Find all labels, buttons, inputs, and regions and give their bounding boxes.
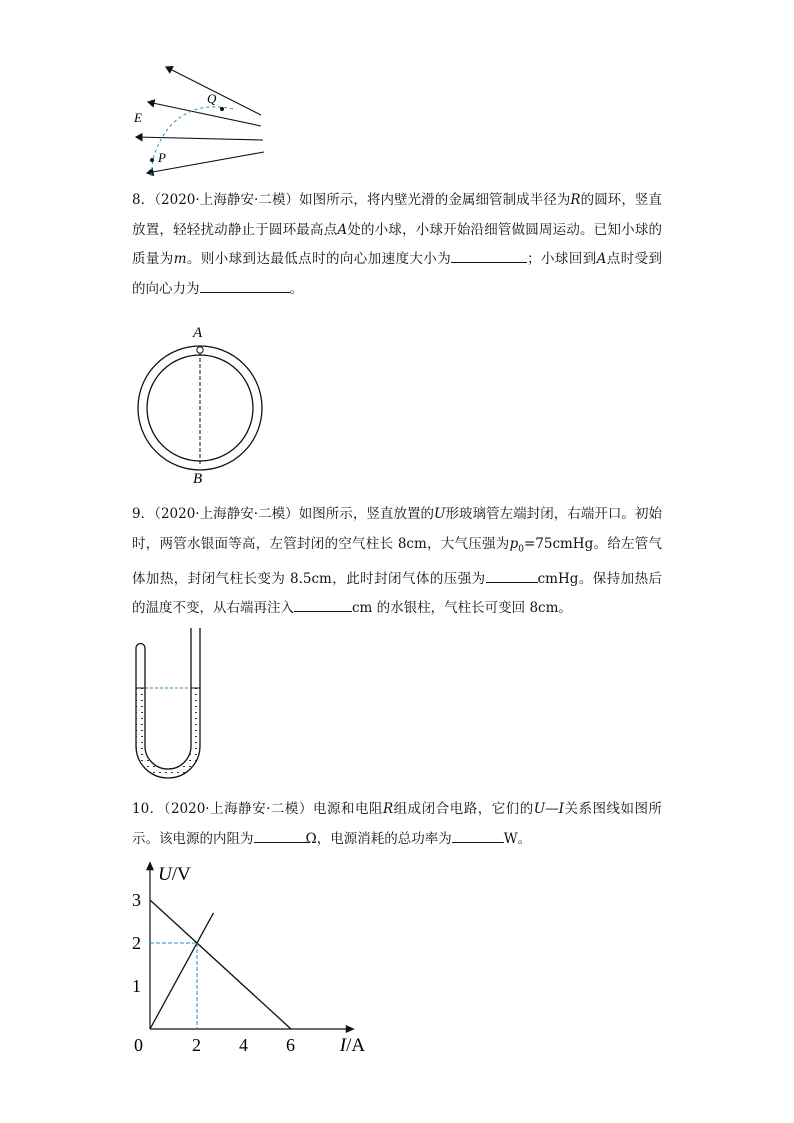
q10-text: 组成闭合电路，它们的: [393, 801, 534, 817]
q8-text: 。则小球到达最低点时的向心加速度大小为: [186, 251, 452, 267]
field-line: [136, 137, 263, 140]
q9-text: cm 的水银柱，气柱长可变回 8cm。: [352, 600, 572, 617]
point-q: [220, 107, 224, 111]
x-tick-label: 4: [239, 1035, 248, 1055]
x-axis-label: I/A: [339, 1035, 366, 1056]
series-line-1: [150, 900, 291, 1029]
question-9: [132, 500, 662, 624]
q8-var-r: R: [570, 192, 581, 208]
q10-text: Ω，电源消耗的总功率为: [305, 830, 452, 847]
q9-text: 形玻璃管左端封闭，右端开口。初始时，两管水银面等高，左管封闭的空气柱长 8cm，大气压强为: [132, 506, 662, 552]
series-line-2: [150, 913, 213, 1029]
label-e: E: [134, 110, 142, 125]
question-8: [132, 186, 662, 304]
q10-var-ui: U—I: [533, 801, 564, 817]
ring-figure: [130, 320, 275, 488]
y-tick-label: 1: [132, 976, 141, 996]
field-lines-figure: [125, 58, 270, 183]
q10-text: W。: [503, 830, 532, 847]
x-tick-label: 0: [134, 1035, 143, 1055]
y-axis-arrow: [146, 861, 154, 870]
field-line: [148, 102, 261, 126]
answer-blank[interactable]: [451, 248, 527, 263]
q9-var-u: U: [434, 506, 446, 522]
ball: [197, 347, 203, 353]
q10-text: 10．（2020·上海静安·二模）电源和电阻: [132, 801, 383, 817]
point-p: [150, 158, 154, 162]
label-p: P: [158, 150, 166, 165]
q8-var-a: A: [337, 221, 348, 238]
x-tick-label: 2: [192, 1035, 201, 1055]
q9-text: 9．（2020·上海静安·二模）如图所示，竖直放置的: [132, 506, 435, 522]
question-10: [132, 795, 662, 854]
label-a: A: [193, 325, 203, 341]
q9-var-p0: p: [509, 535, 519, 552]
q8-text: ；小球回到: [527, 251, 597, 267]
answer-blank[interactable]: [486, 568, 538, 583]
ui-chart: [130, 852, 370, 1057]
x-tick-label: 6: [286, 1035, 295, 1055]
u-tube-figure: [128, 626, 218, 786]
q10-var-r: R: [382, 801, 394, 817]
q8-text: 。: [289, 280, 303, 297]
y-tick-label: 3: [132, 890, 141, 910]
q8-text: 8．（2020·上海静安·二模）如图所示，将内壁光滑的金属细管制成半径为: [132, 192, 571, 208]
answer-blank[interactable]: [254, 828, 306, 843]
answer-blank[interactable]: [200, 278, 290, 293]
q9-text: =75cmHg。给左管气体加热，封闭气柱长变为 8.5cm，此时封闭气体的压强为: [132, 535, 662, 587]
label-q: Q: [207, 91, 217, 106]
y-tick-label: 2: [132, 933, 141, 953]
q8-text: 点时受到的向心力为: [132, 251, 663, 297]
q9-sub-0: 0: [518, 544, 524, 555]
y-axis-label: U/V: [158, 864, 191, 886]
answer-blank[interactable]: [294, 597, 352, 612]
answer-blank[interactable]: [452, 828, 504, 843]
q8-var-a: A: [596, 251, 607, 267]
x-axis-arrow: [346, 1025, 355, 1033]
q8-var-m: m: [173, 251, 187, 267]
q9-text: cmHg。保持加热后的温度不变，从右端再注入: [132, 570, 663, 617]
label-b: B: [193, 471, 203, 487]
q8-text: 处的小球，小球开始沿细管做圆周运动。已知小球的质量为: [132, 221, 663, 267]
q8-text: 的圆环，竖直放置，轻轻扰动静止于圆环最高点: [132, 192, 662, 238]
q10-text: 关系图线如图所示。该电源的内阻为: [132, 801, 663, 847]
